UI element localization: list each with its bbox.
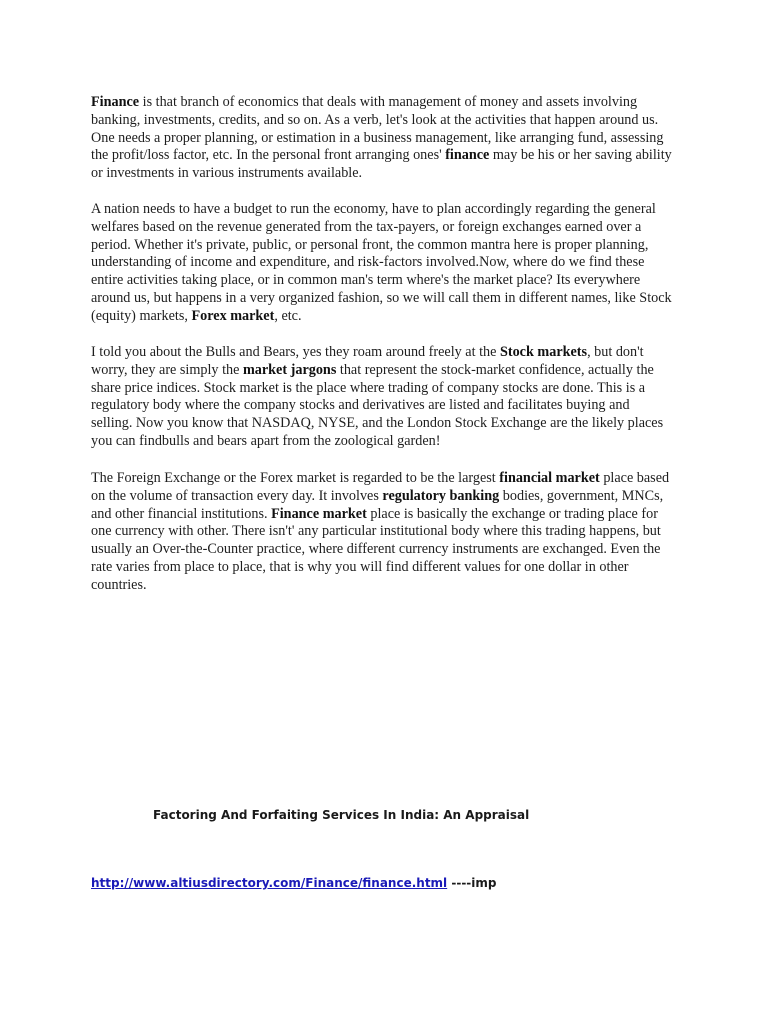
- appraisal-title: Factoring And Forfaiting Services In India: An Appraisal: [153, 808, 530, 822]
- paragraph-text: , etc.: [274, 307, 302, 324]
- paragraph-finance-definition: [91, 94, 673, 183]
- paragraph-text: The Foreign Exchange or the Forex market is regarded to be the largest: [91, 470, 500, 486]
- bold-term-stock-markets: Stock markets: [499, 344, 588, 360]
- bold-term-finance-market: Finance market: [271, 505, 367, 522]
- bold-term-regulatory-banking: regulatory banking: [382, 487, 500, 504]
- bold-term-forex-market: Forex market: [191, 307, 275, 324]
- paragraph-text: I told you about the Bulls and Bears, yes they roam around freely at the: [91, 344, 500, 360]
- paragraph-bulls-and-bears: [91, 344, 673, 451]
- reference-link[interactable]: http://www.altiusdirectory.com/Finance/finance.html: [91, 876, 448, 890]
- paragraph-nation-budget: [91, 201, 673, 326]
- paragraph-text: place based on the volume of transaction every day. It involves: [91, 470, 670, 504]
- bold-term-market-jargons: market jargons: [242, 361, 337, 378]
- reference-suffix: ----imp: [447, 876, 497, 890]
- paragraph-text: may be his or her saving ability or investments in various instruments available.: [91, 147, 672, 182]
- paragraph-text: A nation needs to have a budget to run the economy, have to plan accordingly regarding the general welfares based on the revenue generated from the tax-payers, or foreign exchanges earned over a period. Whether it's private, public, or personal front, the common mantra here is proper planning, understanding of income and expenditure, and risk-factors involved.Now, where do we find these entire activities taking place, or in common man's term where's the market place? Its everywhere around us, but happens in a very organized fashion, so we will call them in different names, like Stock (equity) markets,: [91, 201, 672, 324]
- paragraph-text: is that branch of economics that deals with management of money and assets involving banking, investments, credits, and so on. As a verb, let's look at the activities that happen around us. One needs a proper planning, or estimation in a business management, like arranging fund, assessing the profit/loss factor, etc. In the personal front arranging ones': [91, 94, 664, 164]
- bold-term-financial-market: financial market: [499, 470, 600, 486]
- bold-term-finance: Finance: [91, 94, 140, 110]
- bold-term-finance: finance: [445, 147, 490, 164]
- paragraph-forex-market: [91, 470, 673, 595]
- paragraph-text: that represent the stock-market confidence, actually the share price indices. Stock market is the place where trading of company stocks are done. This is a regulatory body where the company stocks and derivatives are listed and facilitates buying and selling. Now you know that NASDAQ, NYSE, and the London Stock Exchange are the likely places you can findbulls and bears apart from the zoological garden!: [91, 361, 664, 449]
- paragraph-text: , but don't worry, they are simply the: [91, 344, 644, 378]
- reference-line: [91, 876, 497, 890]
- paragraph-text: place is basically the exchange or trading place for one currency with other. There isn't' any particular institutional body where this trading happens, but usually an Over-the-Counter practice, where different currency instruments are exchanged. Even the rate varies from place to place, that is why you will find different values for one dollar in other countries.: [91, 505, 661, 593]
- paragraph-text: bodies, government, MNCs, and other financial institutions.: [91, 487, 664, 522]
